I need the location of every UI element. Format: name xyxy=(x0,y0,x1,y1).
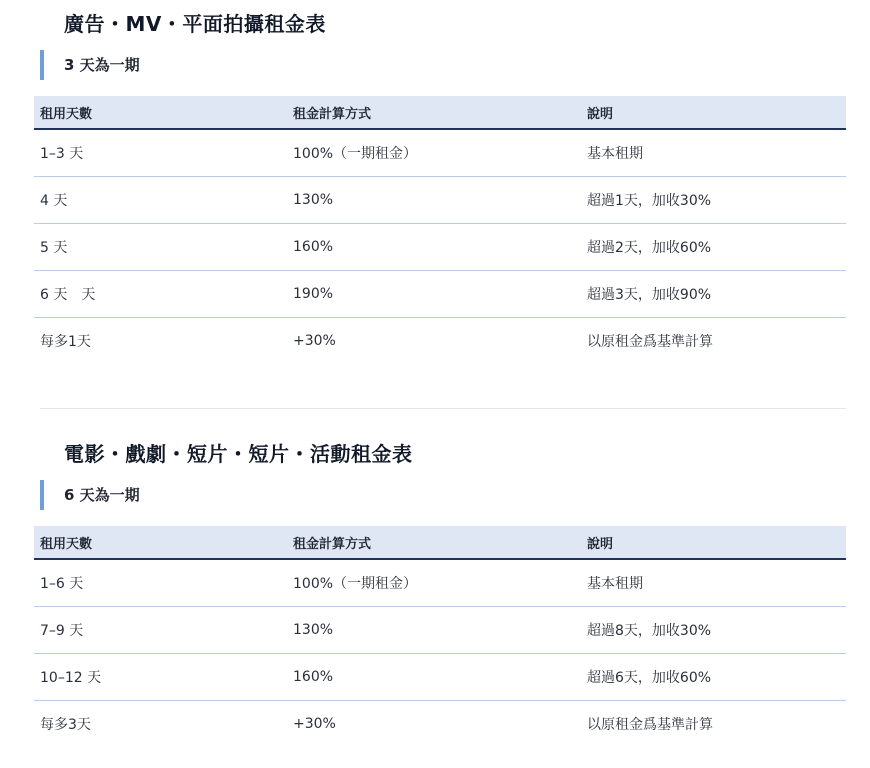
cell-note: 基本租期 xyxy=(581,129,846,177)
table-row xyxy=(34,607,846,654)
cell-note: 超過3天，加收90% xyxy=(581,271,846,318)
cell-days: 每多1天 xyxy=(40,334,91,350)
cell-days: 每多3天 xyxy=(40,717,91,733)
cell-days: 5 天 xyxy=(34,224,287,271)
cell-note: 超過1天，加收30% xyxy=(581,177,846,224)
table-header-row xyxy=(34,96,846,129)
cell-days: 1–6 天 xyxy=(34,559,287,607)
table-row xyxy=(34,318,846,365)
cell-method: +30% xyxy=(293,333,336,349)
cell-note: 超過2天，加收60% xyxy=(581,224,846,271)
table-header-row xyxy=(34,526,846,559)
section-divider xyxy=(40,408,846,409)
table-row xyxy=(34,271,846,318)
header-method: 租金計算方式 xyxy=(287,96,581,129)
cell-note: 以原租金爲基準計算 xyxy=(587,334,713,350)
cell-note: 超過8天，加收30% xyxy=(581,607,846,654)
cell-note: 基本租期 xyxy=(581,559,846,607)
cell-note: 以原租金爲基準計算 xyxy=(587,717,713,733)
cell-days: 6 天 天 xyxy=(34,271,287,318)
table-row xyxy=(34,701,846,748)
header-note: 說明 xyxy=(581,526,846,559)
cell-note: 超過6天，加收60% xyxy=(581,654,846,701)
cell-days: 7–9 天 xyxy=(34,607,287,654)
header-note: 說明 xyxy=(581,96,846,129)
section-title: 廣告・MV・平面拍攝租金表 xyxy=(64,12,326,36)
cell-method: 160% xyxy=(287,654,581,701)
table-row xyxy=(34,129,846,177)
cell-days: 10–12 天 xyxy=(34,654,287,701)
cell-method: 130% xyxy=(287,177,581,224)
table-row xyxy=(34,559,846,607)
cell-method: 100%（一期租金） xyxy=(287,559,581,607)
header-days: 租用天數 xyxy=(34,96,287,129)
rental-table xyxy=(34,96,846,364)
table-row xyxy=(34,224,846,271)
header-days: 租用天數 xyxy=(34,526,287,559)
cell-days: 4 天 xyxy=(34,177,287,224)
section-subtitle: 3 天為一期 xyxy=(40,50,140,80)
table-row xyxy=(34,177,846,224)
cell-method: 160% xyxy=(287,224,581,271)
rental-table xyxy=(34,526,846,747)
cell-method: 100%（一期租金） xyxy=(287,129,581,177)
cell-method: +30% xyxy=(293,716,336,732)
cell-method: 130% xyxy=(287,607,581,654)
section-subtitle: 6 天為一期 xyxy=(40,480,140,510)
table-row xyxy=(34,654,846,701)
header-method: 租金計算方式 xyxy=(287,526,581,559)
cell-days: 1–3 天 xyxy=(34,129,287,177)
cell-method: 190% xyxy=(287,271,581,318)
section-title: 電影・戲劇・短片・短片・活動租金表 xyxy=(64,442,413,466)
